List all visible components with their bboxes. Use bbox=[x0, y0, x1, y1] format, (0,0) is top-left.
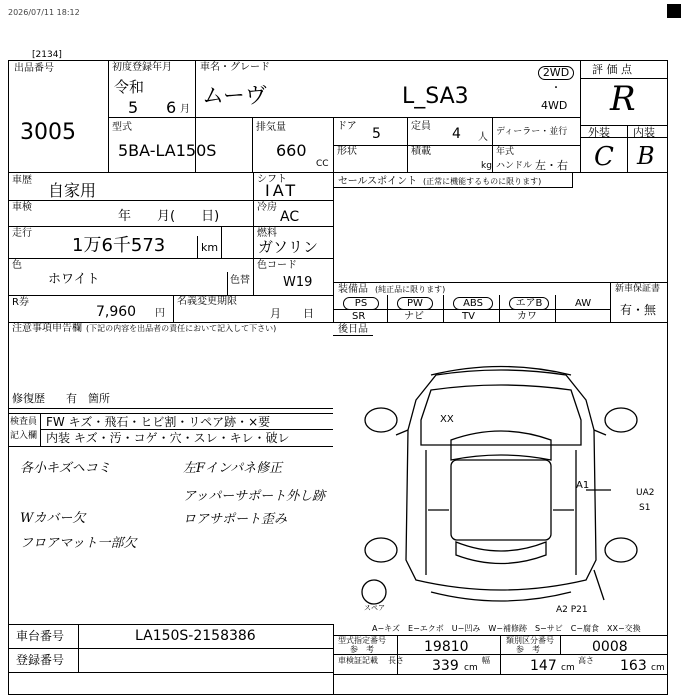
color-label: 色 bbox=[12, 260, 22, 271]
ext-grade: C bbox=[594, 142, 614, 172]
note-right-2: アッパーサポート外し跡 bbox=[183, 489, 326, 504]
repair-value: 有 bbox=[66, 392, 77, 405]
equip-abs: ABS bbox=[453, 297, 493, 310]
equip-sr: SR bbox=[352, 311, 366, 322]
color-code-label: 色コード bbox=[257, 260, 297, 271]
attention-label: 注意事項申告欄 bbox=[12, 323, 82, 334]
type-designation: 19810 bbox=[424, 639, 469, 655]
r-value: 7,960 bbox=[96, 304, 137, 320]
dealer-label: ディーラー・並行 bbox=[496, 127, 568, 137]
reg-year: 5 bbox=[128, 98, 139, 117]
color: ホワイト bbox=[48, 272, 100, 287]
mark-ua2: UA2 bbox=[636, 488, 655, 498]
height: 163 bbox=[620, 658, 647, 674]
car-name-label: 車名・グレード bbox=[200, 62, 270, 73]
equip-navi: ナビ bbox=[404, 311, 424, 322]
length-label: 長さ bbox=[388, 656, 404, 665]
rating: R bbox=[610, 79, 636, 119]
class-label: 類別区分番号 bbox=[506, 636, 554, 645]
seats-label: 定員 bbox=[411, 121, 431, 132]
shape-label: 形状 bbox=[337, 146, 357, 157]
mileage-label: 走行 bbox=[12, 228, 32, 239]
ext-label: 外装 bbox=[588, 126, 610, 139]
dims-label: 車検証記載 bbox=[338, 656, 378, 665]
repair-label: 修復歴 bbox=[12, 392, 45, 405]
car-damage-diagram bbox=[336, 360, 666, 615]
ac-label: 冷房 bbox=[257, 202, 277, 213]
seats: 4 bbox=[452, 126, 461, 142]
color-code: W19 bbox=[283, 275, 313, 290]
notice-label: 名義変更期限 bbox=[177, 296, 237, 307]
inspector-label-2: 記入欄 bbox=[10, 431, 38, 441]
equip-aw: AW bbox=[575, 298, 592, 309]
length: 339 bbox=[432, 658, 459, 674]
cc-unit: CC bbox=[316, 159, 329, 169]
yen-unit: 円 bbox=[155, 308, 165, 319]
class-number: 0008 bbox=[592, 639, 628, 655]
note-right-1: 左Fインパネ修正 bbox=[183, 461, 283, 476]
mark-a1: A1 bbox=[576, 480, 590, 491]
history: 自家用 bbox=[48, 181, 97, 200]
reg-month-unit: 月 bbox=[180, 104, 190, 115]
era: 令和 bbox=[114, 78, 145, 96]
color-no-label: 色替 bbox=[230, 275, 250, 286]
mileage: 1万6千573 bbox=[72, 235, 166, 256]
first-reg-label: 初度登録年月 bbox=[112, 62, 172, 73]
width-cm: cm bbox=[561, 663, 575, 673]
equip-tv: TV bbox=[462, 311, 475, 322]
fuel: ガソリン bbox=[258, 238, 319, 256]
note-right-3: ロアサポート歪み bbox=[183, 512, 288, 527]
history-label: 車歴 bbox=[12, 175, 32, 186]
shift: IAT bbox=[265, 181, 299, 200]
length-cm: cm bbox=[464, 663, 478, 673]
note-2: Wカバー欠 bbox=[20, 511, 86, 526]
doors: 5 bbox=[372, 126, 381, 142]
equip-airbag: エアB bbox=[509, 297, 549, 310]
repair-unit: 箇所 bbox=[88, 392, 110, 405]
door-label: ドア bbox=[337, 121, 357, 132]
kg-unit: kg bbox=[481, 161, 492, 171]
km-unit: km bbox=[201, 241, 219, 254]
int-label: 内装 bbox=[633, 126, 655, 139]
model-label: 型式 bbox=[112, 122, 132, 133]
sales-point-note: (正常に機能するものに限ります) bbox=[423, 177, 542, 186]
rating-label: 評 価 点 bbox=[592, 63, 632, 76]
drive-4wd: 4WD bbox=[541, 99, 568, 112]
handle: 左・右 bbox=[535, 159, 568, 172]
equip-ps: PS bbox=[343, 297, 379, 310]
notice-date: 月 日 bbox=[270, 307, 314, 320]
equip-label: 装備品 bbox=[338, 284, 368, 295]
chassis-label: 車台番号 bbox=[16, 629, 65, 643]
mark-a2: A2 P21 bbox=[556, 605, 588, 615]
drive-sep: ・ bbox=[551, 83, 561, 94]
mark-s1: S1 bbox=[639, 503, 651, 513]
sales-point-label: セールスポイント bbox=[338, 176, 418, 187]
reg-label: 登録番号 bbox=[16, 653, 65, 667]
inspector-label-1: 検査員 bbox=[10, 417, 38, 427]
r-label: R券 bbox=[12, 297, 29, 308]
displacement: 660 bbox=[276, 141, 307, 160]
mark-xx: XX bbox=[440, 414, 454, 425]
disp-label: 排気量 bbox=[256, 122, 286, 133]
height-cm: cm bbox=[651, 663, 665, 673]
load-label: 積載 bbox=[411, 146, 431, 157]
ref-2: 参 考 bbox=[516, 645, 540, 654]
equip-leather: カワ bbox=[517, 311, 537, 322]
type-designation-label: 型式指定番号 bbox=[338, 636, 386, 645]
inspection-label: 車検 bbox=[12, 202, 32, 213]
reg-month: 6 bbox=[166, 98, 177, 117]
lot-number: 3005 bbox=[20, 120, 76, 145]
inspector-row1: FW キズ・飛石・ヒビ割・リペア跡・×要 bbox=[46, 415, 271, 429]
inspector-row2: 内装 キズ・汚・コゲ・穴・スレ・キレ・破レ bbox=[46, 431, 290, 445]
warranty-value: 有・無 bbox=[620, 303, 657, 317]
grade: L_SA3 bbox=[402, 84, 469, 109]
ref-1: 参 考 bbox=[350, 645, 374, 654]
int-grade: B bbox=[637, 142, 655, 170]
shift-label: シフト bbox=[257, 174, 287, 185]
handle-label: ハンドル bbox=[496, 161, 533, 171]
car-name: ムーヴ bbox=[202, 84, 267, 109]
height-label: 高さ bbox=[578, 656, 594, 665]
equip-pw: PW bbox=[397, 297, 433, 310]
sheet-code: [2134] bbox=[32, 50, 62, 60]
corner-marker bbox=[667, 4, 681, 18]
seats-unit: 人 bbox=[478, 132, 488, 143]
year-label: 年式 bbox=[496, 147, 515, 157]
scan-timestamp: 2026/07/11 18:12 bbox=[8, 8, 80, 17]
lot-label: 出品番号 bbox=[14, 63, 54, 74]
drive-2wd: 2WD bbox=[538, 66, 574, 80]
mark-spare: スペア bbox=[364, 604, 385, 612]
ac: AC bbox=[280, 209, 300, 225]
model: 5BA-LA150S bbox=[118, 141, 217, 160]
note-1: 各小キズヘコミ bbox=[20, 461, 111, 476]
equip-note: (純正品に限ります) bbox=[375, 285, 446, 294]
width: 147 bbox=[530, 658, 557, 674]
damage-legend: A−キズ E−エクボ U−凹み W−補修跡 S−サビ C−腐食 XX−交換 bbox=[372, 624, 641, 633]
note-3: フロアマット一部欠 bbox=[20, 536, 137, 551]
attention-note: (下記の内容を出品者の責任において記入して下さい) bbox=[86, 324, 277, 333]
after-label: 後日品 bbox=[338, 324, 368, 335]
fuel-label: 燃料 bbox=[257, 228, 277, 239]
chassis: LA150S-2158386 bbox=[135, 628, 256, 644]
inspection: 年 月( 日) bbox=[118, 209, 220, 224]
width-label: 幅 bbox=[482, 656, 490, 665]
new-warranty-label: 新車保証書 bbox=[615, 284, 661, 294]
